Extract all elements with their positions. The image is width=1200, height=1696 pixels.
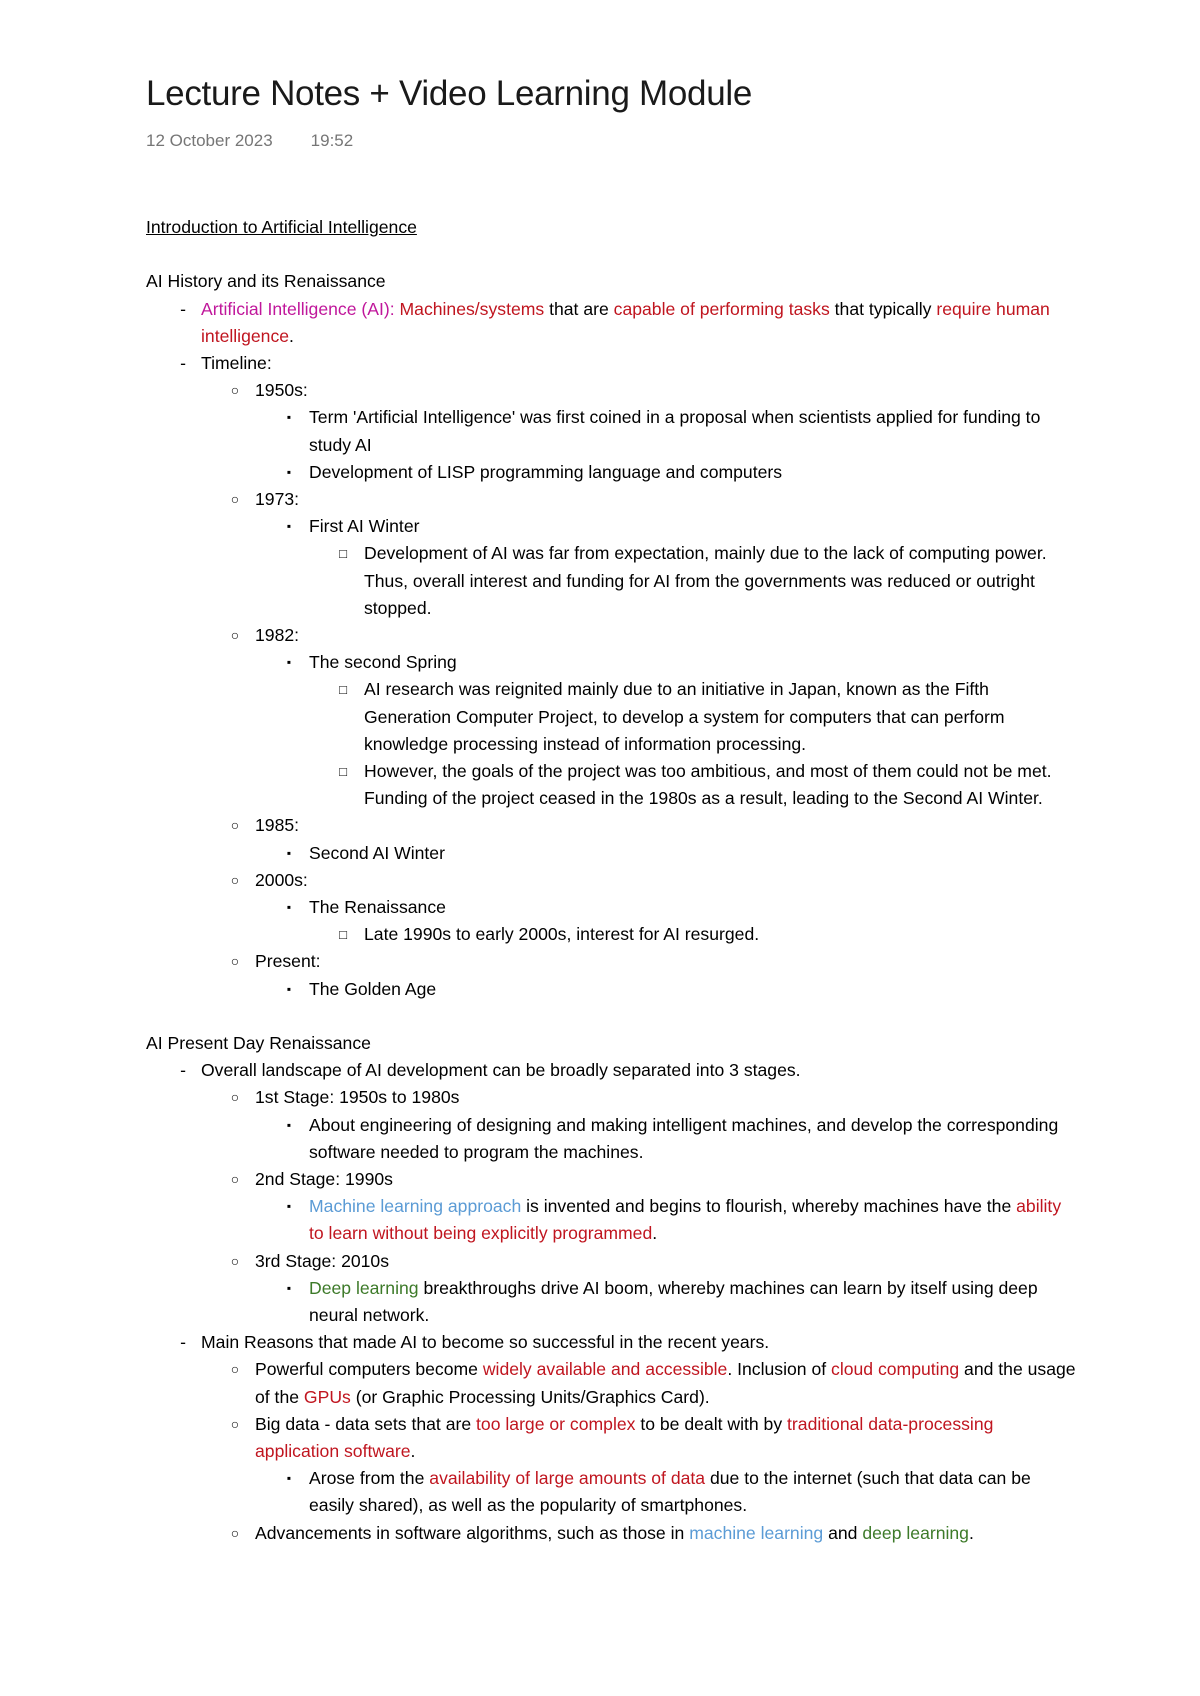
- text-run: 1st Stage: 1950s to 1980s: [255, 1087, 460, 1108]
- list-item: [146, 1411, 1076, 1465]
- list-item-text: [364, 543, 1047, 617]
- list-item: [146, 921, 1076, 948]
- highlighted-text: ability to learn without being explicitly programmed: [309, 1196, 1062, 1244]
- circle-bullet-icon: ○: [230, 1415, 240, 1432]
- list-item-text: [201, 353, 272, 373]
- dash-bullet: -: [180, 298, 186, 319]
- square-bullet-icon: ▪: [286, 845, 292, 860]
- square-bullet-icon: ▪: [286, 1199, 292, 1214]
- blank-line: [146, 1003, 1076, 1030]
- list-item: [146, 867, 1076, 894]
- list-item-text: [255, 1087, 459, 1107]
- text-run: The second Spring: [309, 652, 457, 673]
- square-bullet-icon: ▪: [286, 464, 292, 479]
- square-bullet-icon: ▪: [286, 1117, 292, 1132]
- text-run: 1950s:: [255, 380, 308, 401]
- list-item: [146, 459, 1076, 486]
- box-bullet-icon: □: [339, 764, 347, 780]
- text-run: is invented and begins to flourish, whereby machines have the: [521, 1196, 1017, 1217]
- list-item: [146, 404, 1076, 458]
- text-run: due to the internet (such that data can be easily shared), as well as the popularity of smartphones.: [309, 1468, 1031, 1516]
- list-item-text: [255, 815, 299, 835]
- text-run: Second AI Winter: [309, 842, 445, 863]
- text-run: Main Reasons that made AI to become so successful in the recent years.: [201, 1332, 770, 1353]
- list-item: [146, 1275, 1076, 1329]
- text-run: The Golden Age: [309, 978, 437, 999]
- list-item-text: [309, 1278, 1038, 1325]
- list-item: [146, 676, 1076, 758]
- highlighted-text: availability of large amounts of data: [429, 1468, 706, 1489]
- list-item-text: [309, 979, 436, 999]
- highlighted-text: cloud computing: [831, 1359, 960, 1380]
- text-run: 1982:: [255, 625, 300, 645]
- text-run: 3rd Stage: 2010s: [255, 1250, 390, 1271]
- list-item: [146, 377, 1076, 404]
- circle-bullet-icon: ○: [230, 871, 240, 888]
- list-item-text: [364, 924, 759, 944]
- highlighted-text: too large or complex: [476, 1413, 636, 1434]
- text-run: 1985:: [255, 815, 300, 836]
- square-bullet-icon: ▪: [286, 655, 292, 670]
- list-item: [146, 948, 1076, 975]
- highlighted-text: widely available and accessible: [482, 1359, 728, 1380]
- text-run: Development of AI was far from expectation, mainly due to the lack of computing power. Thus, overall interest and funding for AI from the governments was reduced or outright stopped.: [364, 543, 1047, 618]
- circle-bullet-icon: ○: [230, 490, 240, 507]
- box-bullet-icon: □: [339, 682, 347, 698]
- text-run: that are: [544, 298, 614, 319]
- blank-line: [146, 241, 1076, 268]
- list-item-text: [309, 1115, 1058, 1162]
- list-item: [146, 1166, 1076, 1193]
- list-item-text: [255, 489, 299, 509]
- text-run: . Inclusion of: [727, 1359, 832, 1380]
- list-item: [146, 1465, 1076, 1519]
- highlighted-text: capable of performing tasks: [613, 298, 830, 319]
- list-item: [146, 1356, 1076, 1410]
- circle-bullet-icon: ○: [230, 1089, 240, 1106]
- list-item: [146, 758, 1076, 812]
- list-item-text: [364, 679, 1005, 753]
- text-run: Overall landscape of AI development can be broadly separated into 3 stages.: [201, 1060, 801, 1081]
- text-run: 2000s:: [255, 869, 308, 890]
- list-item: [146, 540, 1076, 622]
- circle-bullet-icon: ○: [230, 817, 240, 834]
- list-item: [146, 513, 1076, 540]
- text-run: .: [968, 1522, 974, 1543]
- highlighted-text: GPUs: [303, 1386, 351, 1407]
- list-item-text: [255, 951, 321, 971]
- dash-bullet: -: [180, 352, 186, 373]
- list-item-text: [255, 1359, 1076, 1406]
- circle-bullet-icon: ○: [230, 1361, 240, 1378]
- text-run: .: [652, 1223, 658, 1244]
- square-bullet-icon: ▪: [286, 1280, 292, 1295]
- text-run: First AI Winter: [309, 516, 420, 537]
- dash-bullet: -: [180, 1060, 186, 1081]
- text-run: Big data - data sets that are: [255, 1413, 477, 1434]
- circle-bullet-icon: ○: [230, 1252, 240, 1269]
- square-bullet-icon: ▪: [286, 519, 292, 534]
- square-bullet-icon: ▪: [286, 410, 292, 425]
- list-item: [146, 976, 1076, 1003]
- highlighted-text: traditional data-processing application software: [255, 1413, 994, 1462]
- highlighted-text: Machine learning approach: [309, 1196, 522, 1217]
- note-timestamp: [146, 131, 353, 151]
- text-run: AI research was reignited mainly due to an initiative in Japan, known as the Fifth Generation Computer Project, to develop a system for computers that can perform knowledge processing instead of information processing.: [364, 679, 1005, 754]
- list-item: [146, 1057, 1076, 1084]
- section-heading: AI History and its Renaissance: [146, 271, 386, 292]
- text-run: that typically: [829, 298, 937, 319]
- box-bullet-icon: □: [339, 546, 347, 562]
- list-item-text: [255, 870, 308, 890]
- text-run: and the usage of the: [255, 1359, 1076, 1407]
- list-item: [146, 622, 1076, 649]
- note-time: 19:52: [310, 131, 354, 150]
- section-heading: Introduction to Artificial Intelligence: [146, 217, 417, 237]
- list-item-text: [309, 843, 445, 863]
- list-item: [146, 486, 1076, 513]
- text-run: Arose from the: [309, 1468, 430, 1489]
- list-item: [146, 894, 1076, 921]
- circle-bullet-icon: ○: [230, 1171, 240, 1188]
- list-item: [146, 840, 1076, 867]
- list-item-text: [255, 1523, 974, 1543]
- list-item-text: [309, 1196, 1061, 1243]
- circle-bullet-icon: ○: [230, 953, 240, 970]
- list-item-text: [309, 897, 446, 917]
- text-run: The Renaissance: [309, 897, 446, 918]
- highlighted-text: Deep learning: [309, 1277, 419, 1298]
- list-item-text: [255, 1251, 389, 1271]
- list-item-text: [255, 625, 299, 645]
- text-run: (or Graphic Processing Units/Graphics Card).: [350, 1386, 710, 1407]
- list-item-text: [201, 299, 1050, 346]
- highlighted-text: machine learning: [689, 1522, 824, 1543]
- list-item: [146, 1520, 1076, 1547]
- text-run: Advancements in software algorithms, such as those in: [255, 1522, 690, 1543]
- list-item-text: [201, 1332, 769, 1352]
- list-item-text: [364, 761, 1052, 808]
- text-run: Timeline:: [201, 352, 272, 373]
- list-item-text: [255, 1414, 993, 1461]
- box-bullet-icon: □: [339, 927, 347, 943]
- list-item-text: [255, 1169, 393, 1189]
- list-item-text: [255, 380, 308, 400]
- text-run: Late 1990s to early 2000s, interest for AI resurged.: [364, 924, 760, 945]
- section-heading: AI Present Day Renaissance: [146, 1033, 371, 1054]
- highlighted-text: require human intelligence: [201, 298, 1050, 346]
- list-item: [146, 1248, 1076, 1275]
- text-run: 1973:: [255, 488, 300, 509]
- text-run: to be dealt with by: [635, 1413, 788, 1434]
- note-date: 12 October 2023: [146, 131, 273, 150]
- list-item-text: [201, 1060, 801, 1080]
- list-item: [146, 1084, 1076, 1111]
- square-bullet-icon: ▪: [286, 900, 292, 915]
- list-item: [146, 1112, 1076, 1166]
- dash-bullet: -: [180, 1332, 186, 1353]
- list-item: [146, 350, 1076, 377]
- highlighted-text: Machines/systems: [399, 298, 545, 319]
- highlighted-text: deep learning: [862, 1522, 969, 1543]
- list-item: [146, 296, 1076, 350]
- list-item: [146, 812, 1076, 839]
- text-run: and: [823, 1522, 863, 1543]
- list-item: [146, 649, 1076, 676]
- list-item: [146, 1329, 1076, 1356]
- text-run: 2nd Stage: 1990s: [255, 1169, 393, 1190]
- list-item-text: [309, 1468, 1031, 1515]
- text-run: Term 'Artificial Intelligence' was first coined in a proposal when scientists applied for funding to study AI: [309, 407, 1041, 455]
- circle-bullet-icon: ○: [230, 1524, 240, 1541]
- text-run: breakthroughs drive AI boom, whereby machines can learn by itself using deep neural network.: [309, 1277, 1038, 1326]
- list-item-text: [309, 462, 782, 482]
- list-item-text: [309, 516, 419, 536]
- highlighted-text: Artificial Intelligence (AI):: [201, 298, 400, 319]
- square-bullet-icon: ▪: [286, 981, 292, 996]
- note-body: [146, 214, 1076, 1547]
- text-run: .: [289, 325, 294, 346]
- square-bullet-icon: ▪: [286, 1471, 292, 1486]
- text-run: Development of LISP programming language and computers: [309, 461, 783, 482]
- list-item-text: [309, 407, 1040, 454]
- circle-bullet-icon: ○: [230, 627, 240, 643]
- text-run: .: [410, 1441, 416, 1462]
- list-item: [146, 1193, 1076, 1247]
- text-run: About engineering of designing and making intelligent machines, and develop the corresponding software needed to program the machines.: [309, 1114, 1059, 1162]
- text-run: However, the goals of the project was too ambitious, and most of them could not be met. Funding of the project ceased in the 1980s as a result, leading to the Second AI Winter.: [364, 761, 1052, 809]
- page-title: Lecture Notes + Video Learning Module: [146, 74, 753, 113]
- text-run: Present:: [255, 951, 321, 972]
- list-item-text: [309, 652, 457, 672]
- circle-bullet-icon: ○: [230, 382, 240, 399]
- text-run: Powerful computers become: [255, 1359, 483, 1380]
